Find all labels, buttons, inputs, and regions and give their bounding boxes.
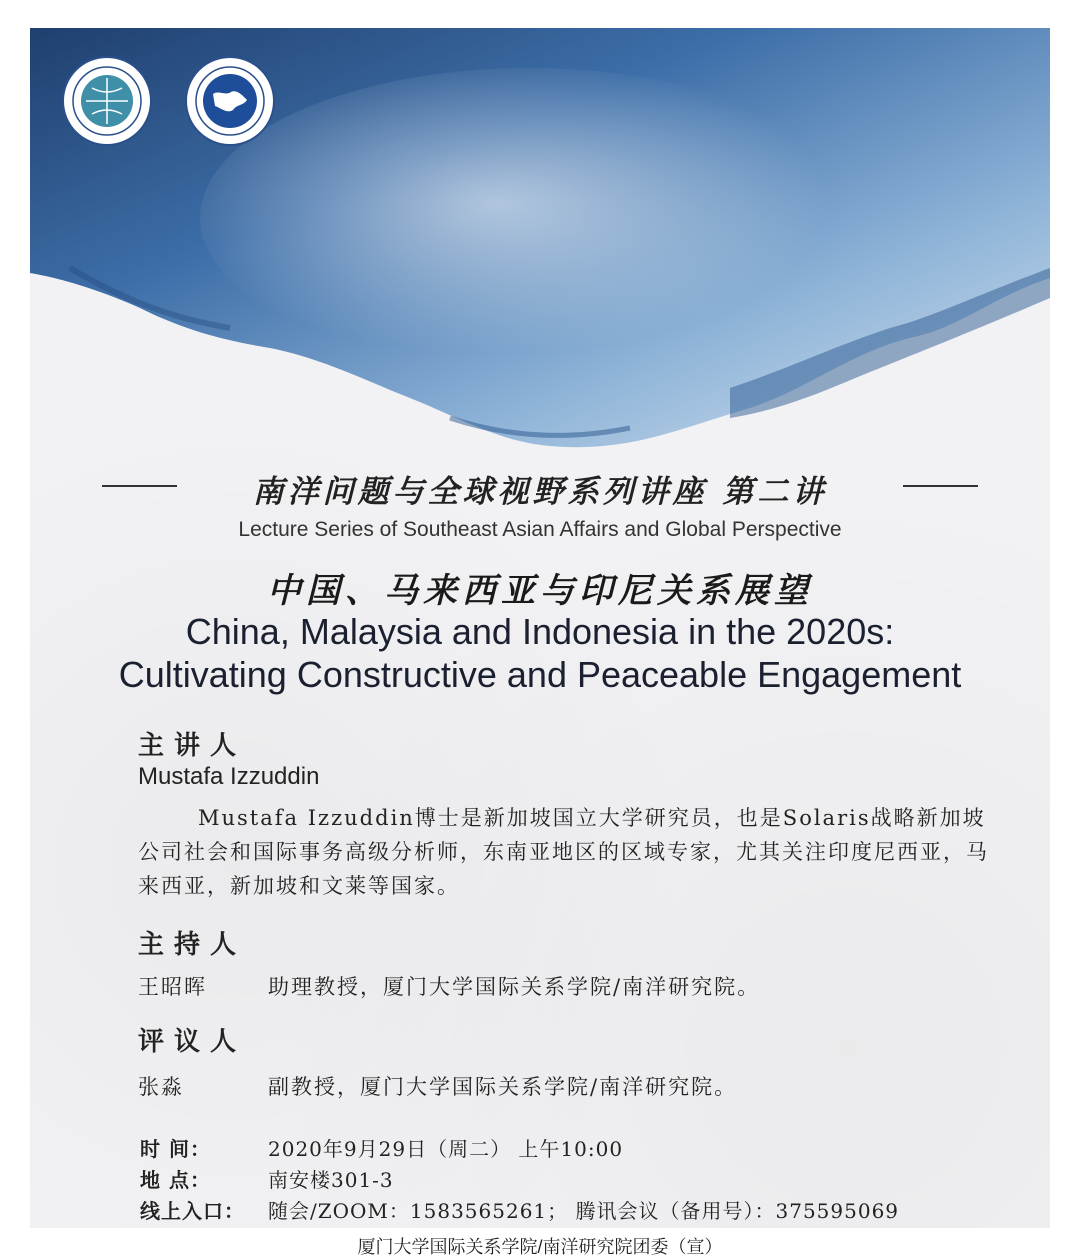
series-title-row	[30, 466, 1050, 510]
time-row	[140, 1133, 623, 1162]
online-label: 线上入口：	[140, 1199, 245, 1223]
online-row	[140, 1195, 899, 1224]
discussant-heading: 评议人	[138, 1027, 247, 1057]
school-of-international-relations-logo	[62, 56, 152, 146]
host-heading: 主持人	[138, 930, 247, 960]
lecture-title-en-line2: Cultivating Constructive and Peaceable Engagement	[118, 654, 962, 695]
ink-wash-background	[30, 28, 1050, 458]
research-school-for-southeast-asian-studies-logo	[185, 56, 275, 146]
divider-right	[903, 485, 978, 487]
place-row	[140, 1164, 394, 1193]
series-title-en: Lecture Series of Southeast Asian Affairs and Global Perspective	[238, 518, 842, 541]
speaker-name: Mustafa Izzuddin	[138, 763, 320, 790]
host-desc: 助理教授，厦门大学国际关系学院/南洋研究院。	[268, 975, 761, 999]
online-value: 随会/ZOOM：1583565261； 腾讯会议（备用号）：375595069	[268, 1199, 900, 1223]
time-label: 时 间：	[140, 1137, 211, 1161]
poster	[30, 28, 1050, 1228]
speaker-heading: 主讲人	[138, 731, 247, 761]
place-label: 地 点：	[140, 1168, 211, 1192]
lecture-title-en-line1: China, Malaysia and Indonesia in the 2020s:	[185, 611, 895, 652]
time-value: 2020年9月29日（周二） 上午10:00	[268, 1137, 624, 1161]
discussant-row	[138, 1071, 737, 1101]
host-row	[138, 971, 760, 1001]
host-name: 王昭晖	[138, 975, 207, 999]
footer-credit: 厦门大学国际关系学院/南洋研究院团委（宣）	[357, 1237, 723, 1257]
speaker-bio: Mustafa Izzuddin博士是新加坡国立大学研究员，也是Solaris战略新加坡公司社会和国际事务高级分析师，东南亚地区的区域专家，尤其关注印度尼西亚，马来西亚，新加坡和文莱等国家。	[138, 806, 989, 898]
lecture-title-cn: 中国、马来西亚与印尼关系展望	[267, 571, 813, 611]
discussant-desc: 副教授，厦门大学国际关系学院/南洋研究院。	[268, 1075, 738, 1099]
series-title-cn: 南洋问题与全球视野系列讲座 第二讲	[252, 474, 828, 510]
place-value: 南安楼301-3	[268, 1168, 394, 1192]
discussant-name: 张淼	[138, 1075, 184, 1099]
